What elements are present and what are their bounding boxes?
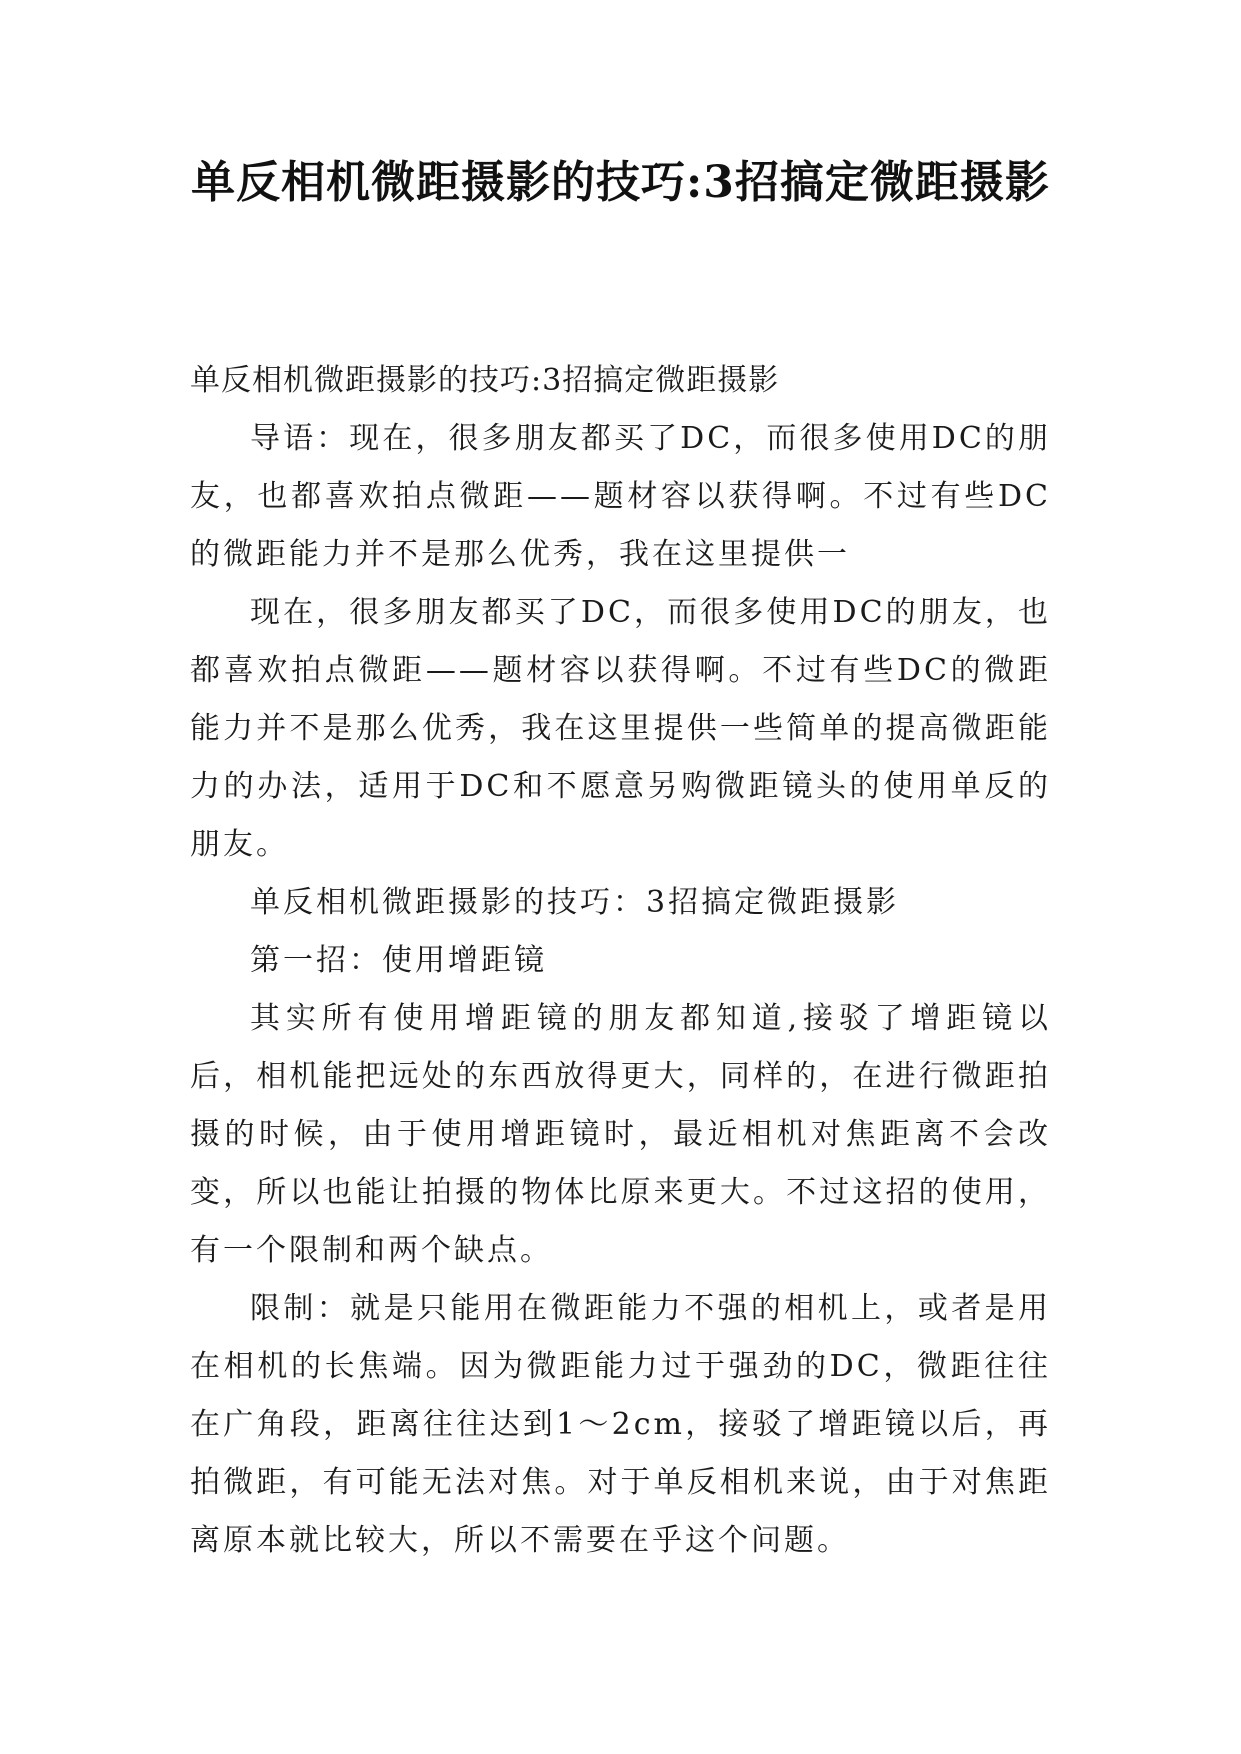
paragraph-limitation: 限制：就是只能用在微距能力不强的相机上，或者是用在相机的长焦端。因为微距能力过于强劲的DC，微距往往在广角段，距离往往达到1～2cm，接驳了增距镜以后，再拍微距，有可能无法对焦。对于单反相机来说，由于对焦距离原本就比较大，所以不需要在乎这个问题。 bbox=[190, 1291, 1051, 1558]
paragraph-main: 现在，很多朋友都买了DC，而很多使用DC的朋友，也都喜欢拍点微距——题材容以获得啊。不过有些DC的微距能力并不是那么优秀，我在这里提供一些简单的提高微距能力的办法，适用于DC和不愿意另购微距镜头的使用单反的朋友。 bbox=[190, 595, 1051, 862]
paragraph-subtitle: 单反相机微距摄影的技巧:3招搞定微距摄影 bbox=[190, 363, 780, 398]
paragraph-tip-one-heading: 第一招：使用增距镜 bbox=[250, 943, 547, 978]
paragraph-tip-one-body: 其实所有使用增距镜的朋友都知道,接驳了增距镜以后，相机能把远处的东西放得更大，同样的，在进行微距拍摄的时候，由于使用增距镜时，最近相机对焦距离不会改变，所以也能让拍摄的物体比原来更大。不过这招的使用，有一个限制和两个缺点。 bbox=[190, 1001, 1051, 1268]
document-body bbox=[190, 352, 1051, 1570]
paragraph-section-heading: 单反相机微距摄影的技巧：3招搞定微距摄影 bbox=[250, 885, 900, 920]
paragraph-intro: 导语：现在，很多朋友都买了DC，而很多使用DC的朋友，也都喜欢拍点微距——题材容以获得啊。不过有些DC的微距能力并不是那么优秀，我在这里提供一 bbox=[190, 421, 1051, 572]
document-title: 单反相机微距摄影的技巧:3招搞定微距摄影 bbox=[191, 157, 1050, 208]
